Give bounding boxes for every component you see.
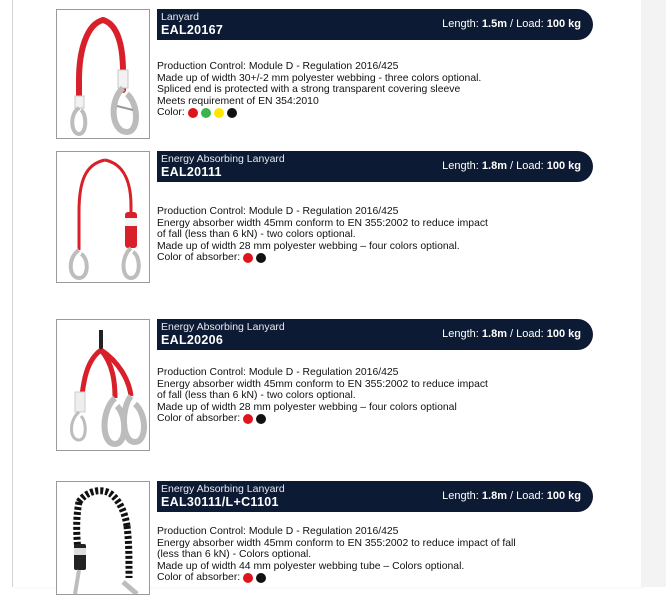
product-description — [157, 367, 597, 425]
length-value: 1.8m — [481, 328, 507, 340]
desc-line: Production Control: Module D - Regulation 2016/425 — [157, 526, 399, 537]
desc-line: of fall (less than 6 kN) - two colors optional. — [157, 390, 356, 401]
desc-line: Made up of width 28 mm polyester webbing – four colors optional. — [157, 240, 460, 252]
lanyard-image — [57, 10, 149, 138]
desc-line: Production Control: Module D - Regulation 2016/425 — [157, 367, 399, 378]
color-swatch-red — [243, 573, 253, 583]
product-description — [157, 206, 597, 264]
desc-line: Spliced end is protected with a strong transparent covering sleeve — [157, 84, 461, 95]
load-value: 100 kg — [546, 328, 581, 340]
product-code: EAL30111/L+C1101 — [161, 495, 279, 509]
color-label: Color of absorber: — [157, 252, 241, 263]
desc-line: Meets requirement of EN 354:2010 — [157, 95, 319, 107]
product-code: EAL20206 — [161, 333, 224, 347]
lanyard-image — [57, 482, 149, 594]
product-type: Energy Absorbing Lanyard — [161, 153, 285, 165]
color-label: Color of absorber: — [157, 572, 241, 583]
viewer-gutter — [641, 0, 666, 587]
product-type: Lanyard — [161, 11, 199, 23]
product-card — [56, 9, 596, 139]
desc-line: Energy absorber width 45mm conform to EN 355:2002 to reduce impact — [157, 378, 488, 390]
color-swatch-red — [243, 253, 253, 263]
color-swatch-black — [256, 253, 266, 263]
lanyard-image — [57, 320, 149, 450]
color-options — [157, 252, 597, 264]
color-swatch-red — [243, 414, 253, 424]
load-label: / Load: — [506, 490, 547, 502]
length-value: 1.8m — [481, 160, 507, 172]
product-description — [157, 526, 597, 584]
product-type: Energy Absorbing Lanyard — [161, 321, 285, 333]
desc-line: (less than 6 kN) - Colors optional. — [157, 549, 312, 560]
length-value: 1.5m — [481, 18, 507, 30]
length-label: Length: — [442, 328, 482, 340]
load-value: 100 kg — [546, 160, 581, 172]
product-spec — [442, 328, 581, 340]
color-label: Color of absorber: — [157, 413, 241, 424]
desc-line: Made up of width 44 mm polyester webbing tube – Colors optional. — [157, 560, 465, 572]
desc-line: Energy absorber width 45mm conform to EN 355:2002 to reduce impact of fall — [157, 537, 516, 549]
product-photo-elastic-lanyard — [56, 481, 150, 595]
product-header-bar — [157, 9, 593, 40]
product-header-bar — [157, 319, 593, 350]
load-value: 100 kg — [546, 490, 581, 502]
product-card — [56, 151, 596, 283]
color-swatch-red — [188, 108, 198, 118]
desc-line: Energy absorber width 45mm conform to EN 355:2002 to reduce impact — [157, 217, 488, 229]
color-swatch-black — [256, 573, 266, 583]
product-spec — [442, 490, 581, 502]
product-code: EAL20111 — [161, 165, 222, 179]
color-swatch-green — [201, 108, 211, 118]
color-label: Color: — [157, 107, 185, 118]
product-header-bar — [157, 481, 593, 512]
product-photo-absorber-lanyard — [56, 151, 150, 283]
load-label: / Load: — [506, 328, 547, 340]
load-value: 100 kg — [546, 18, 581, 30]
length-label: Length: — [442, 160, 482, 172]
product-card — [56, 481, 596, 587]
color-swatch-yellow — [214, 108, 224, 118]
length-label: Length: — [442, 490, 482, 502]
product-photo-twin-lanyard — [56, 319, 150, 451]
desc-line: Made up of width 30+/-2 mm polyester webbing - three colors optional. — [157, 72, 482, 84]
product-header-bar — [157, 151, 593, 182]
load-label: / Load: — [506, 160, 547, 172]
desc-line: of fall (less than 6 kN) - two colors optional. — [157, 229, 356, 240]
product-type: Energy Absorbing Lanyard — [161, 483, 285, 495]
load-label: / Load: — [506, 18, 547, 30]
product-photo-single-lanyard — [56, 9, 150, 139]
length-value: 1.8m — [481, 490, 507, 502]
product-description — [157, 61, 597, 119]
color-options — [157, 413, 597, 425]
desc-line: Production Control: Module D - Regulation 2016/425 — [157, 206, 399, 217]
color-options — [157, 572, 597, 584]
product-code: EAL20167 — [161, 23, 224, 37]
color-swatch-black — [227, 108, 237, 118]
length-label: Length: — [442, 18, 482, 30]
lanyard-image — [57, 152, 149, 282]
product-card — [56, 319, 596, 451]
product-spec — [442, 18, 581, 30]
color-swatch-black — [256, 414, 266, 424]
product-spec — [442, 160, 581, 172]
desc-line: Production Control: Module D - Regulation 2016/425 — [157, 61, 399, 72]
color-options — [157, 107, 597, 119]
desc-line: Made up of width 28 mm polyester webbing – four colors optional — [157, 401, 457, 413]
